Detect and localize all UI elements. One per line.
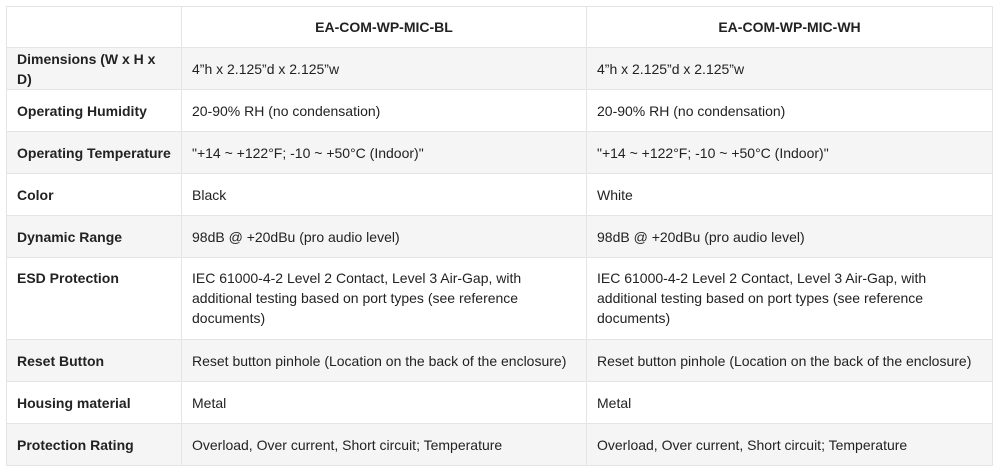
row-label: Dynamic Range: [7, 216, 182, 258]
table-row: [7, 132, 993, 174]
spec-table: [6, 6, 993, 466]
row-label: Color: [7, 174, 182, 216]
wh-value: "+14 ~ +122°F; -10 ~ +50°C (Indoor)": [587, 132, 993, 174]
wh-value: IEC 61000-4-2 Level 2 Contact, Level 3 Air-Gap, with additional testing based on port types (see reference documents): [587, 258, 993, 340]
wh-value: 4”h x 2.125”d x 2.125”w: [587, 48, 993, 90]
wh-value: Metal: [587, 382, 993, 424]
wh-value: 20-90% RH (no condensation): [587, 90, 993, 132]
bl-value: 4”h x 2.125”d x 2.125”w: [182, 48, 587, 90]
bl-value: Black: [182, 174, 587, 216]
column-header-bl: EA-COM-WP-MIC-BL: [182, 7, 587, 48]
bl-value: "+14 ~ +122°F; -10 ~ +50°C (Indoor)": [182, 132, 587, 174]
table-row: [7, 48, 993, 90]
wh-value: White: [587, 174, 993, 216]
wh-value: 98dB @ +20dBu (pro audio level): [587, 216, 993, 258]
bl-value: Overload, Over current, Short circuit; Temperature: [182, 424, 587, 466]
row-label: Housing material: [7, 382, 182, 424]
row-label: ESD Protection: [7, 258, 182, 340]
bl-value: 20-90% RH (no condensation): [182, 90, 587, 132]
table-row: [7, 174, 993, 216]
bl-value: IEC 61000-4-2 Level 2 Contact, Level 3 Air-Gap, with additional testing based on port types (see reference documents): [182, 258, 587, 340]
header-corner-cell: [7, 7, 182, 48]
table-row: [7, 424, 993, 466]
row-label: Protection Rating: [7, 424, 182, 466]
bl-value: 98dB @ +20dBu (pro audio level): [182, 216, 587, 258]
table-row: [7, 90, 993, 132]
row-label: Operating Humidity: [7, 90, 182, 132]
table-row: [7, 382, 993, 424]
row-label: Operating Temperature: [7, 132, 182, 174]
wh-value: Reset button pinhole (Location on the back of the enclosure): [587, 340, 993, 382]
column-header-wh: EA-COM-WP-MIC-WH: [587, 7, 993, 48]
bl-value: Metal: [182, 382, 587, 424]
table-row: [7, 258, 993, 340]
table-row: [7, 216, 993, 258]
row-label: Reset Button: [7, 340, 182, 382]
table-header-row: [7, 7, 993, 48]
wh-value: Overload, Over current, Short circuit; Temperature: [587, 424, 993, 466]
row-label: Dimensions (W x H x D): [7, 48, 182, 90]
bl-value: Reset button pinhole (Location on the back of the enclosure): [182, 340, 587, 382]
table-row: [7, 340, 993, 382]
